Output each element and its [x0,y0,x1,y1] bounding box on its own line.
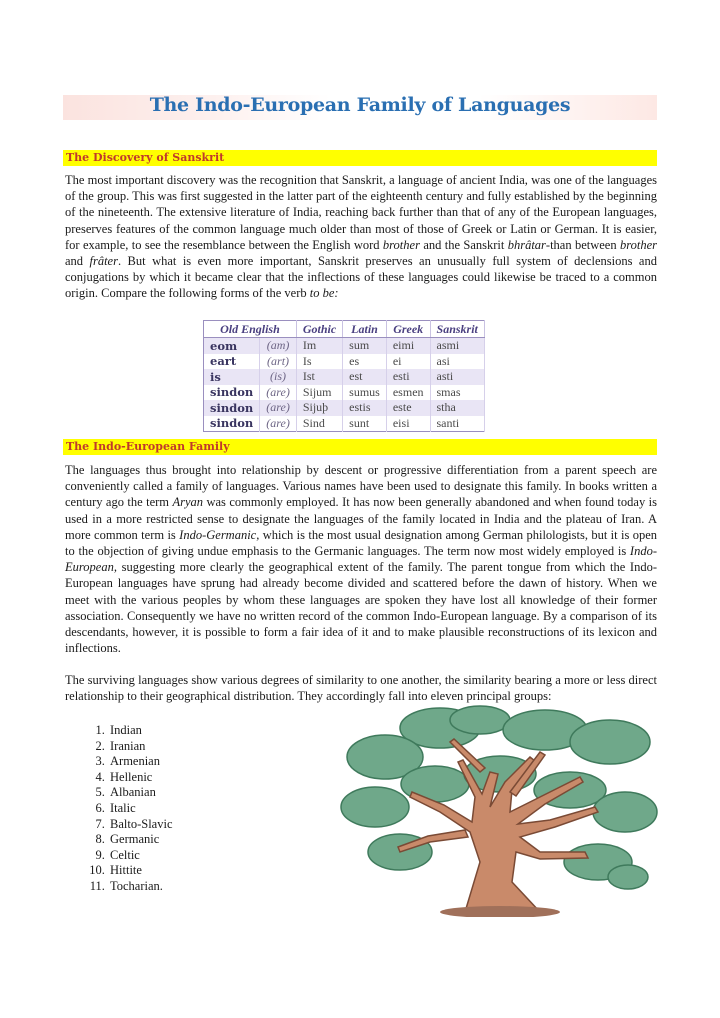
section-heading-family [63,439,657,455]
greek-cell: este [386,400,430,416]
list-item: 6. Italic [108,801,173,817]
gloss-cell: (are) [260,416,297,432]
col-header-latin: Latin [343,321,387,338]
gothic-cell: Sijuþ [296,400,342,416]
list-item: 7. Balto-Slavic [108,817,173,833]
section-heading-text: The Indo-European Family [66,440,230,453]
gothic-cell: Is [296,354,342,370]
sanskrit-cell: santi [430,416,484,432]
tree-roots [440,906,560,917]
gloss-cell: (are) [260,385,297,401]
table-row [204,385,485,401]
latin-cell: es [343,354,387,370]
latin-cell: estis [343,400,387,416]
old-english-cell: eom [204,338,260,354]
table-header-row [204,321,485,338]
greek-cell: eisi [386,416,430,432]
sanskrit-cell: asi [430,354,484,370]
old-english-cell: sindon [204,400,260,416]
section-heading-discovery [63,150,657,166]
list-item: 1. Indian [108,723,173,739]
col-header-old-english: Old English [204,321,297,338]
list-item: 8. Germanic [108,832,173,848]
section-heading-text: The Discovery of Sanskrit [66,151,225,164]
old-english-cell: sindon [204,385,260,401]
verb-forms-table [203,320,485,432]
table-row [204,416,485,432]
sanskrit-cell: smas [430,385,484,401]
old-english-cell: is [204,369,260,385]
table-row [204,338,485,354]
list-item: 4. Hellenic [108,770,173,786]
latin-cell: est [343,369,387,385]
paragraph-family: The languages thus brought into relationship by descent or progressive differentiation from a parent speech are conveniently called a family of languages. Various names have been used to designate this family. In books written a century ago the term Aryan was commonly employed. It has now been generally abandoned and when found today is used in a more restricted sense to designate the languages of the family located in India and the plateau of Iran. A more common term is Indo-Germanic, which is the most usual designation among German philologists, but it is open to the objection of giving undue emphasis to the Germanic languages. The term now most widely employed is Indo-European, suggesting more clearly the geographical extent of the family. The parent tongue from which the Indo-European languages have sprung had already become divided and scattered before the dawn of history. When we meet with the various peoples by whom these languages are spoken they have lost all knowledge of their former association. Consequently we have no written record of the common Indo-European language. By a comparison of its descendants, however, it is possible to form a fair idea of it and to make plausible reconstructions of its lexicon and inflections. [65,463,657,656]
table-row [204,400,485,416]
table-row [204,354,485,370]
greek-cell: ei [386,354,430,370]
latin-cell: sumus [343,385,387,401]
col-header-gothic: Gothic [296,321,342,338]
paragraph-surviving-languages: The surviving languages show various degrees of similarity to one another, the similarity bearing a more or less direct relationship to their geographical distribution. They accordingly fall into eleven principal groups: [65,673,657,704]
gothic-cell: Sijum [296,385,342,401]
table-row [204,369,485,385]
old-english-cell: sindon [204,416,260,432]
gloss-cell: (is) [260,369,297,385]
sanskrit-cell: asti [430,369,484,385]
gothic-cell: Ist [296,369,342,385]
greek-cell: eimi [386,338,430,354]
list-item: 10. Hittite [108,863,173,879]
sanskrit-cell: stha [430,400,484,416]
greek-cell: esmen [386,385,430,401]
latin-cell: sum [343,338,387,354]
sanskrit-cell: asmi [430,338,484,354]
language-groups-list [60,723,173,895]
list-item: 3. Armenian [108,754,173,770]
greek-cell: esti [386,369,430,385]
family-tree-illustration [340,702,660,917]
paragraph-discovery: The most important discovery was the recognition that Sanskrit, a language of ancient India, was one of the languages of the group. This was first suggested in the latter part of the eighteenth century and fully established by the beginning of the nineteenth. The extensive literature of India, reaching back further than that of any of the European languages, preserves features of the common language much older than most of those of Greek or Latin or German. It is easier, for example, to see the resemblance between the English word brother and the Sanskrit bhrâtar-than between brother and frâter. But what is even more important, Sanskrit preserves an unusually full system of declensions and conjugations by which it became clear that the inflections of these languages could likewise be traced to a common origin. Compare the following forms of the verb to be: [65,173,658,301]
latin-cell: sunt [343,416,387,432]
list-item: 9. Celtic [108,848,173,864]
gothic-cell: Im [296,338,342,354]
list-item: 11. Tocharian. [108,879,173,895]
list-item: 5. Albanian [108,785,173,801]
gothic-cell: Sind [296,416,342,432]
gloss-cell: (art) [260,354,297,370]
list-item: 2. Iranian [108,739,173,755]
col-header-greek: Greek [386,321,430,338]
page-title: The Indo-European Family of Languages [149,94,571,116]
gloss-cell: (are) [260,400,297,416]
gloss-cell: (am) [260,338,297,354]
col-header-sanskrit: Sanskrit [430,321,484,338]
old-english-cell: eart [204,354,260,370]
